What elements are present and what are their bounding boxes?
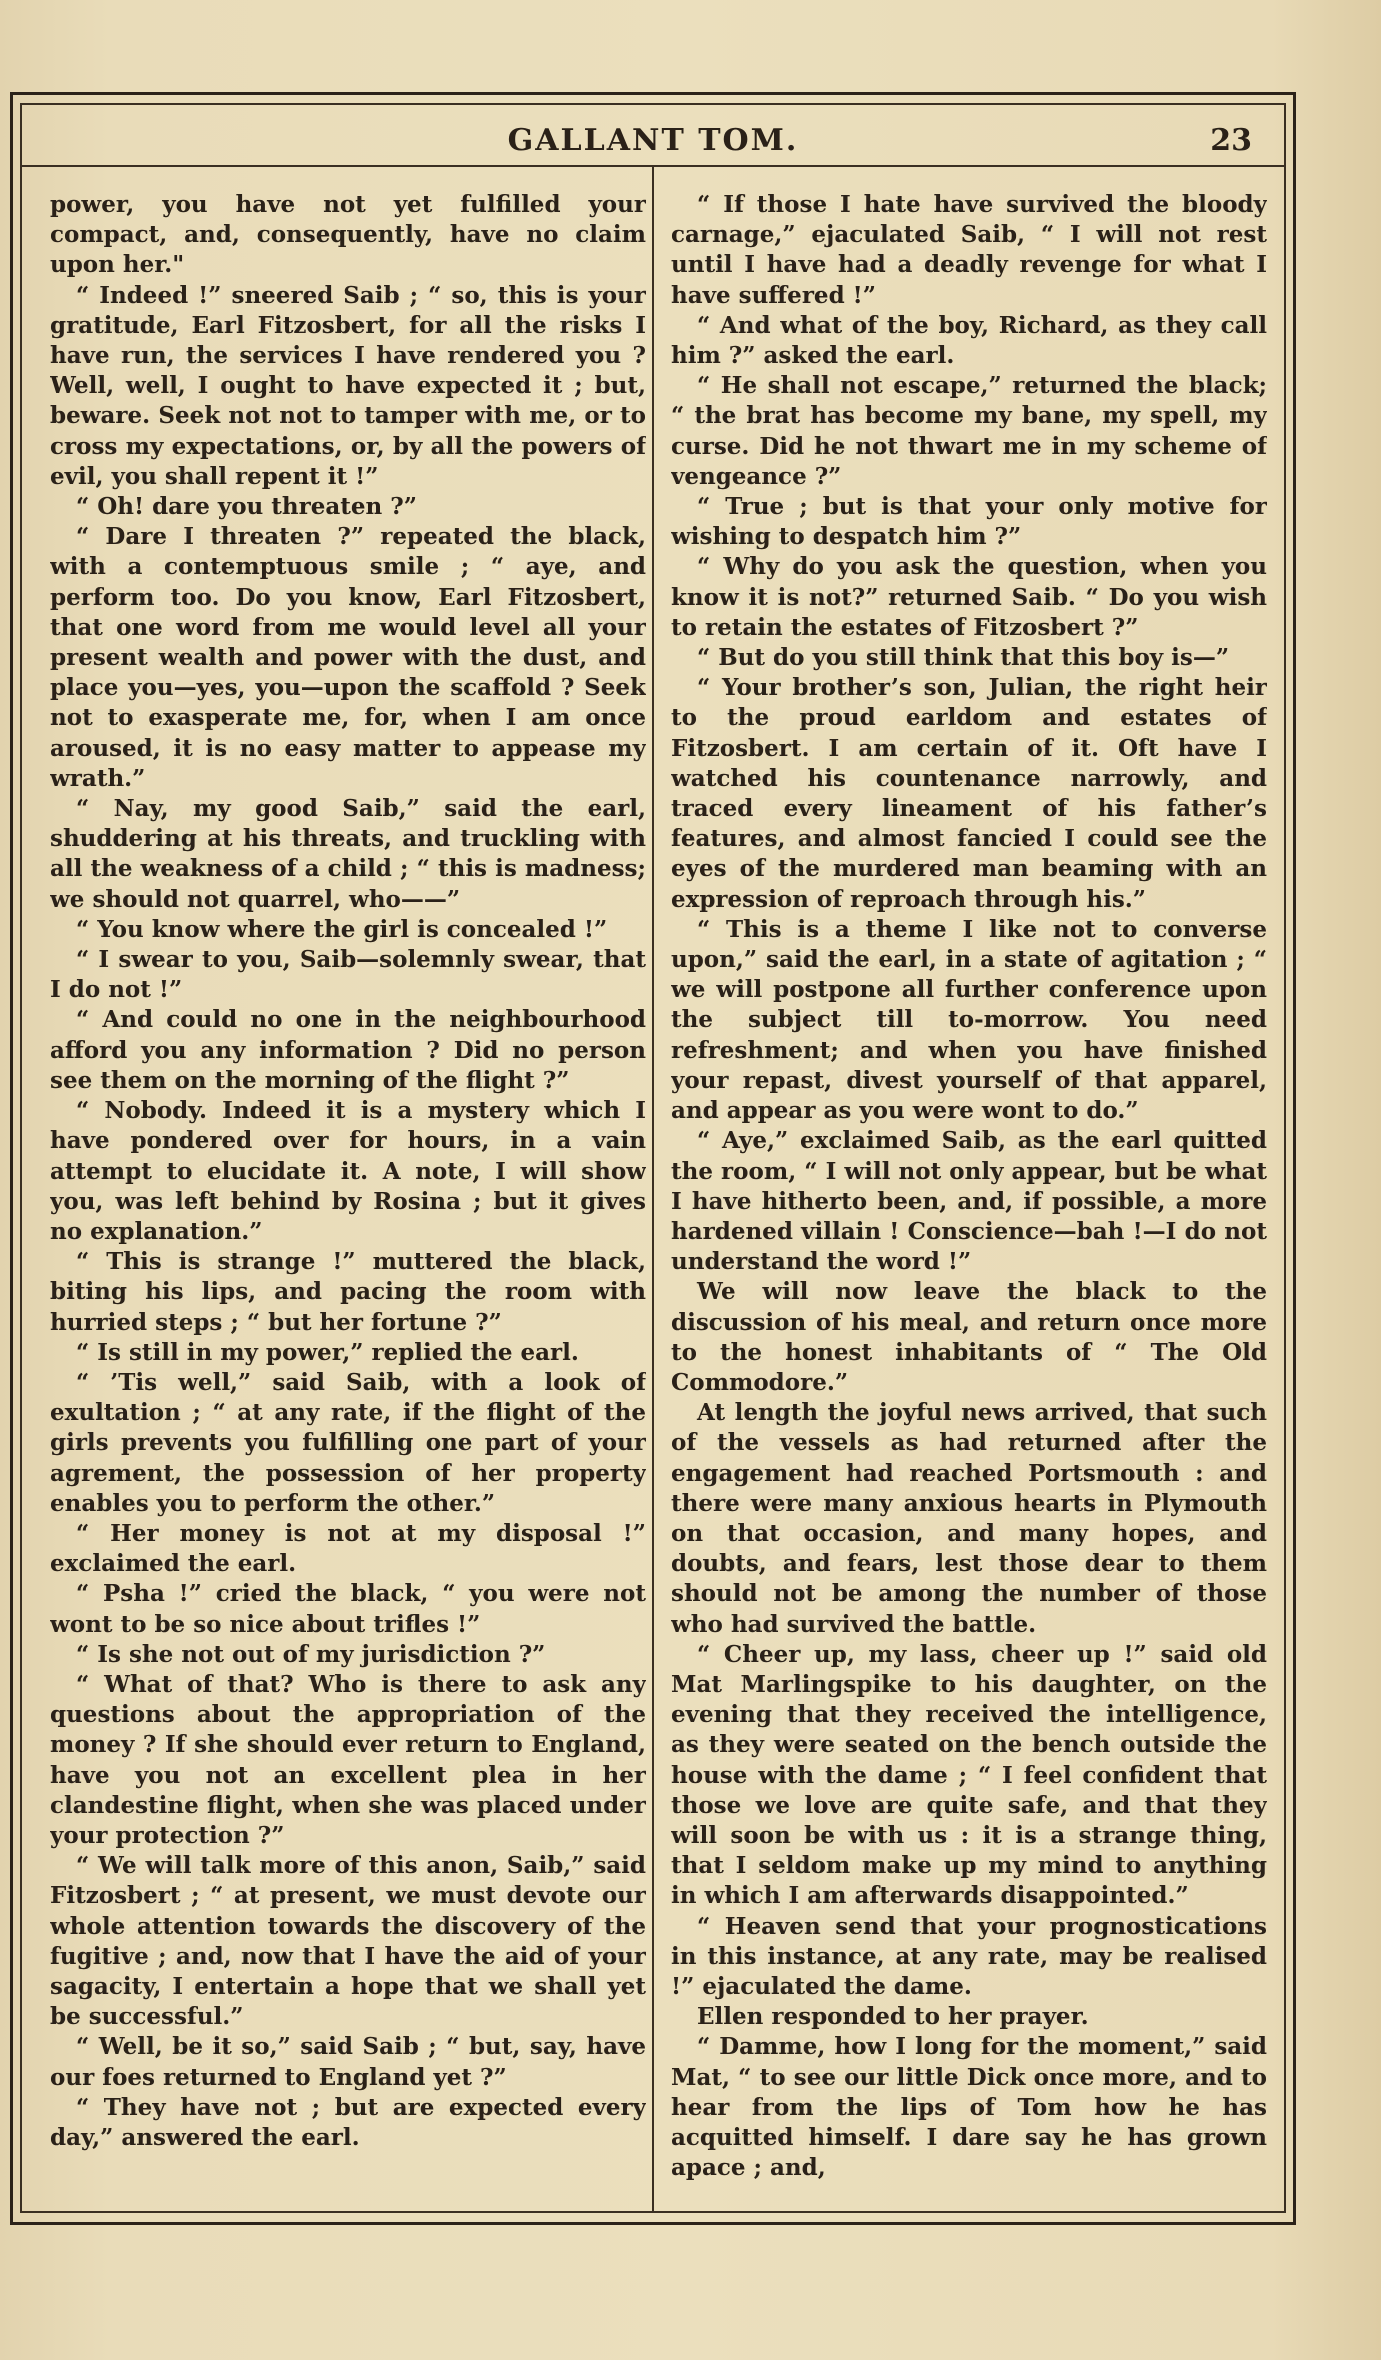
page-number: 23 — [1210, 123, 1252, 158]
paragraph: “ And what of the boy, Richard, as they call him ?” asked the earl. — [671, 311, 1267, 370]
paragraph: power, you have not yet fulfilled your compact, and, consequently, have no claim upon her." — [50, 191, 646, 279]
paragraph: “ But do you still think that this boy is—” — [697, 644, 1230, 672]
right-column — [671, 190, 1267, 2198]
paragraph: “ Heaven send that your prognostications in this instance, at any rate, may be realised !” ejaculated the dame. — [671, 1912, 1267, 2000]
paragraph: “ What of that? Who is there to ask any questions about the appropriation of the money ? If she should ever return to England, have you not an excellent plea in her clandestine flight, when she was placed under your protection ?” — [50, 1670, 646, 1849]
paragraph: “ You know where the girl is concealed !” — [76, 915, 608, 943]
paragraph: “ And could no one in the neighbourhood afford you any information ? Did no person see them on the morning of the flight ?” — [50, 1006, 646, 1094]
paragraph: “ Aye,” exclaimed Saib, as the earl quitted the room, “ I will not only appear, but be what I have hitherto been, and, if possible, a more hardened villain ! Conscience—bah !—I do not understand the word !” — [671, 1127, 1267, 1276]
paragraph: “ We will talk more of this anon, Saib,” said Fitzosbert ; “ at present, we must devote our whole attention towards the discovery of the fugitive ; and, now that I have the aid of your sagacity, I entertain a hope that we shall yet be successful.” — [50, 1852, 646, 2031]
page-title: GALLANT TOM. — [507, 123, 799, 158]
paragraph: “ Your brother’s son, Julian, the right heir to the proud earldom and estates of Fitzosbert. I am certain of it. Oft have I watched his countenance narrowly, and traced every lineament of his father’s features, and almost fancied I could see the eyes of the murdered man beaming with an expression of reproach through his.” — [671, 674, 1267, 913]
paragraph: “ This is a theme I like not to converse upon,” said the earl, in a state of agitation ; “ we will postpone all further conference upon the subject till to-morrow. You need refreshment; and when you have finished your repast, divest yourself of that apparel, and appear as you were wont to do.” — [671, 915, 1267, 1125]
paragraph: “ Well, be it so,” said Saib ; “ but, say, have our foes returned to England yet ?” — [50, 2033, 646, 2091]
paragraph: “ He shall not escape,” returned the black; “ the brat has become my bane, my spell, my curse. Did he not thwart me in my scheme of vengeance ?” — [671, 372, 1267, 490]
paragraph: “ Oh! dare you threaten ?” — [76, 493, 417, 521]
paragraph: “ Why do you ask the question, when you know it is not?” returned Saib. “ Do you wish to retain the estates of Fitzosbert ?” — [671, 553, 1267, 641]
paragraph: “ Cheer up, my lass, cheer up !” said old Mat Marlingspike to his daughter, on the evening that they received the intelligence, as they were seated on the bench outside the house with the dame ; “ I feel confident that those we love are quite safe, and that they will soon be with us : it is a strange thing, that I seldom make up my mind to anything in which I am afterwards disappointed.” — [671, 1640, 1267, 1910]
paragraph: We will now leave the black to the discussion of his meal, and return once more to the honest inhabitants of “ The Old Commodore.” — [671, 1278, 1267, 1396]
left-column — [50, 190, 646, 2198]
paragraph: “ True ; but is that your only motive for wishing to despatch him ?” — [671, 493, 1267, 551]
paragraph: “ If those I hate have survived the bloody carnage,” ejaculated Saib, “ I will not rest until I have had a deadly revenge for what I have suffered !” — [671, 191, 1267, 309]
paragraph: “ Damme, how I long for the moment,” said Mat, “ to see our little Dick once more, and to hear from the lips of Tom how he has acquitted himself. I dare say he has grown apace ; and, — [671, 2033, 1267, 2182]
paragraph: “ Indeed !” sneered Saib ; “ so, this is your gratitude, Earl Fitzosbert, for all the risks I have run, the services I have rendered you ? Well, well, I ought to have expected it ; but, beware. Seek not not to tamper with me, or to cross my expectations, or, by all the powers of evil, you shall repent it !” — [50, 281, 646, 490]
running-header — [20, 103, 1286, 167]
paragraph: At length the joyful news arrived, that such of the vessels as had returned after the engagement had reached Portsmouth : and there were many anxious hearts in Plymouth on that occasion, and many hopes, and doubts, and fears, lest those dear to them should not be among the number of those who had survived the battle. — [671, 1399, 1267, 1638]
paragraph: “ Is she not out of my jurisdiction ?” — [76, 1640, 546, 1668]
paragraph: “ Her money is not at my disposal !” exclaimed the earl. — [50, 1519, 646, 1578]
paragraph: “ I swear to you, Saib—solemnly swear, that I do not !” — [50, 946, 646, 1004]
paragraph: “ ’Tis well,” said Saib, with a look of exultation ; “ at any rate, if the flight of the girls prevents you fulfilling one part of your agrement, the possession of her property enables you to perform the other.” — [50, 1368, 646, 1517]
paragraph: Ellen responded to her prayer. — [697, 2003, 1089, 2031]
paragraph: “ Nay, my good Saib,” said the earl, shuddering at his threats, and truckling with all the weakness of a child ; “ this is madness; we should not quarrel, who——” — [50, 795, 646, 913]
paragraph: “ Psha !” cried the black, “ you were not wont to be so nice about trifles !” — [50, 1580, 646, 1638]
paragraph: “ Nobody. Indeed it is a mystery which I have pondered over for hours, in a vain attempt to elucidate it. A note, I will show you, was left behind by Rosina ; but it gives no explanation.” — [50, 1097, 646, 1245]
paragraph: “ They have not ; but are expected every day,” answered the earl. — [50, 2093, 646, 2151]
paragraph: “ Dare I threaten ?” repeated the black, with a contemptuous smile ; “ aye, and perform too. Do you know, Earl Fitzosbert, that one word from me would level all your present wealth and power with the dust, and place you—yes, you—upon the scaffold ? Seek not to exasperate me, for, when I am once aroused, it is no easy matter to appease my wrath.” — [50, 523, 646, 792]
paragraph: “ This is strange !” muttered the black, biting his lips, and pacing the room with hurried steps ; “ but her fortune ?” — [50, 1248, 646, 1336]
column-divider — [652, 167, 654, 2211]
paragraph: “ Is still in my power,” replied the earl. — [76, 1338, 579, 1366]
